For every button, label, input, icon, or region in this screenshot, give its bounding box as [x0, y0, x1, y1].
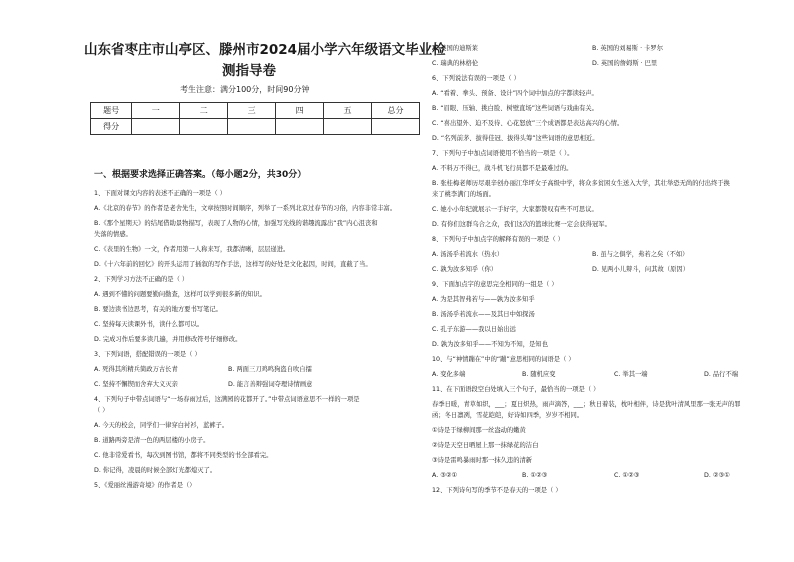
option-item: A. ③②① — [432, 472, 458, 479]
exam-note: 考生注意：满分100分，时间90分钟 — [180, 85, 310, 94]
question-line: C.《表里的生物》一文，作者用第一人称来写，我都清晰，层层递进。 — [94, 246, 290, 253]
question-line: D. “名列前茅、拔得佳冠、拔得头筹”这些词语的意思相近。 — [432, 135, 599, 142]
option-item: C. 举其一端 — [614, 371, 648, 378]
question-line: D. 孰为汝多知乎——不知为不知，是知也 — [432, 341, 548, 348]
question-line: ①诗是于绿柳间那一丝盎动的嫩黄 — [432, 427, 526, 434]
question-line: 7、下列句子中加点词语使用不恰当的一项是（ ）。 — [432, 150, 574, 157]
score-table-header-row — [91, 103, 420, 119]
question-line: C. 她小小年纪就展示一手好字，大家都赞叹有些不可思议。 — [432, 206, 598, 213]
question-line: 春季日暖，青草如织，___；夏日炽热，雨声滴答，___；秋日着装，枕叶相伴，诗是犹叶清风里那一张无声的罪 — [432, 401, 741, 408]
question-line: A. 遇到不懂的问题要勤问勤查，这样可以学到很多新的知识。 — [94, 291, 266, 298]
question-line: C. 孔子东游——我以日始出远 — [432, 326, 516, 333]
question-line: 12、下列诗句写的季节不是春天的一项是（ ） — [432, 487, 562, 494]
question-line: B. 道路两旁是清一色的两层楼的小房子。 — [94, 437, 210, 444]
option-item: D. 英国的詹姆斯 · 巴里 — [592, 60, 658, 67]
option-item: A. 变化多端 — [432, 371, 466, 378]
score-cell — [324, 119, 372, 135]
question-line: 1、下面对课文内容的表述不正确的一项是（ ） — [94, 190, 226, 197]
section-1-heading: 一、根据要求选择正确答案。（每小题2分，共30分） — [94, 170, 307, 180]
question-line: B.《那个星期天》的结尾借助景物描写，表现了人物的心情，加强写光线的谐趣流露出“我”内心沮丧和 — [94, 220, 378, 227]
question-line: A. 今天的校会，同学们一律穿白衬衫，蓝裤子。 — [94, 422, 229, 429]
question-line: 失落的情感。 — [94, 231, 132, 238]
question-line: B. 汤汤乎若流水——及其日中如探汤 — [432, 311, 535, 318]
option-item: B. 英国的刘易斯 · 卡罗尔 — [592, 45, 663, 52]
question-line: D. 完成习作后要多读几遍，并用修改符号仔细修改。 — [94, 336, 242, 343]
score-header-cell: 二 — [180, 103, 228, 119]
question-line: D. 你记得，凌晨的时候全部灯光都熄灭了。 — [94, 467, 217, 474]
question-line: 4、下列句子中带点词语与“一场春雨过后，这满园的花都开了。”中带点词语意思不一样的一项是 — [94, 396, 360, 403]
question-line: 10、与“神情蹦在”中的“蹦”意思相同的词语是（ ） — [432, 356, 575, 363]
question-line: C. 瑞典的林格伦 — [432, 60, 479, 67]
option-item: B. 虽与之俱学，弗若之矣（不如） — [592, 251, 689, 258]
question-line: C. 坚持每天读课外书，读什么都可以。 — [94, 321, 204, 328]
question-line: B. 要边读书边思考，有关的地方要书写笔记。 — [94, 306, 222, 313]
question-line: （ ） — [94, 407, 109, 414]
score-header-cell: 题号 — [91, 103, 132, 119]
question-line: A. “看着、拳头、预备、设计”四个词中加点的字都读轻声。 — [432, 90, 598, 97]
score-cell — [276, 119, 324, 135]
score-cell — [228, 119, 276, 135]
question-line: 8、下列句子中加点字的解释有误的一项是（ ） — [432, 236, 564, 243]
question-line: 3、下列词语，搭配错误的一项是（ ） — [94, 351, 201, 358]
score-header-cell: 总分 — [371, 103, 419, 119]
option-item: B. 两面三刀鸡鸣狗盗自吹自擂 — [228, 366, 312, 373]
option-item: C. 孰为汝多知乎（你） — [432, 266, 498, 273]
title-line-1: 山东省枣庄市山亭区、滕州市2024届小学六年级语文毕业检 — [84, 42, 446, 58]
question-line: 11、在下面语段空白处填入三个句子，最恰当的一项是（ ） — [432, 386, 600, 393]
option-item: A. 英国的迪斯莱 — [432, 45, 478, 52]
question-line: D.《十六年前的回忆》的开头运用了插叙的写作手法，这样写的好处是文化起因，时间，直截了当。 — [94, 261, 372, 268]
option-item: A. 死得其所精兵简政万古长青 — [94, 366, 178, 373]
question-line: B. 张桂梅老师历尽艰辛创办丽江华坪女子高级中学，将众多贫困女生送入大学，其壮举恐无尚的付出终于换 — [432, 180, 730, 187]
score-table — [90, 102, 420, 135]
option-item: D. 能言善辩强词夺理诗情画意 — [228, 381, 313, 388]
score-table-score-row — [91, 119, 420, 135]
question-line: ③诗是雷鸣暴雨时那一抹久违的清新 — [432, 457, 533, 464]
question-line: 5、《爱丽丝漫游奇境》的作者是（） — [94, 482, 196, 489]
question-line: B. “眉眼、压轴、挑白脸、树壁直场”这些词语与戏曲有关。 — [432, 105, 598, 112]
score-cell — [180, 119, 228, 135]
score-cell — [371, 119, 419, 135]
question-line: C. “喜出望外、迫不及待、心花怒放”三个成语都是表达高兴的心情。 — [432, 120, 624, 127]
option-item: D. 见两小儿辩斗，问其故（原因） — [592, 266, 690, 273]
score-cell — [132, 119, 180, 135]
option-item: C. 坚持不懈锲而舍弃大义灭亲 — [94, 381, 178, 388]
option-item: B. ①②③ — [522, 472, 548, 479]
option-item: D. 品行不端 — [704, 371, 739, 378]
question-line: D. 有你们这群乌合之众，我们这次的篮球比赛一定会获得冠军。 — [432, 221, 611, 228]
question-line: 函；冬日凛冽，雪花皑皑，好诗如四季，岁岁不相同。 — [432, 412, 584, 419]
score-row-label: 得分 — [91, 119, 132, 135]
question-line: A. 为是其智弗若与——孰为汝多知乎 — [432, 296, 535, 303]
question-line: 2、下列学习方法不正确的是（ ） — [94, 276, 189, 283]
score-header-cell: 五 — [324, 103, 372, 119]
question-line: C. 他非常爱看书，每次到图书馆，都将不同类型的书全部看完。 — [94, 452, 273, 459]
option-item: C. ①②③ — [614, 472, 640, 479]
question-line: ②诗是天空日晒屋上那一抹绿花的洁白 — [432, 442, 539, 449]
title-line-2: 测指导卷 — [222, 63, 276, 79]
option-item: B. 随机应变 — [522, 371, 556, 378]
option-item: D. ②③① — [704, 472, 730, 479]
question-line: A.《北京的春节》的作者是老舍先生，文章按照时间顺序，列举了一系列北京过春节的习俗，内容非常丰富。 — [94, 205, 397, 212]
score-header-cell: 三 — [228, 103, 276, 119]
question-line: A. 不料万不得已，战斗机飞行员都不是最难过的。 — [432, 165, 573, 172]
question-line: 6、下列说法有误的一项是（ ） — [432, 75, 520, 82]
question-line: 来了桃李满门的场面。 — [432, 191, 495, 198]
score-header-cell: 四 — [276, 103, 324, 119]
question-line: 9、下面加点字的意思完全相同的一组是（ ） — [432, 281, 558, 288]
score-header-cell: 一 — [132, 103, 180, 119]
option-item: A. 汤汤乎若流水（热水） — [432, 251, 504, 258]
